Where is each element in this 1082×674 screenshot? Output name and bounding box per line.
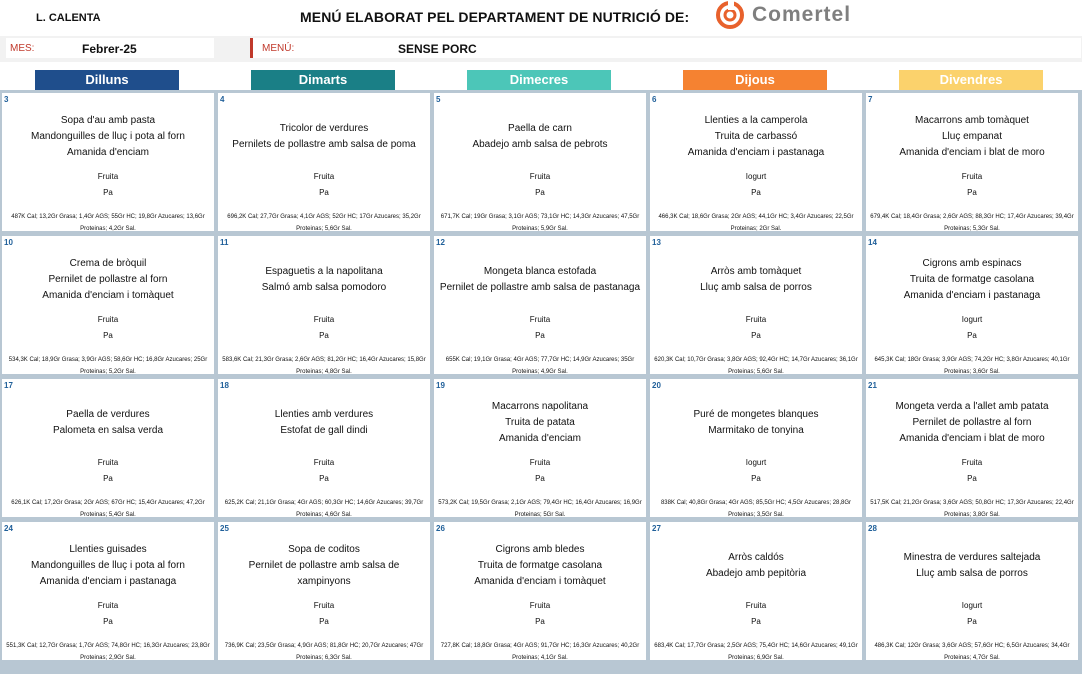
day-number: 7 [868, 95, 873, 104]
dish-item: Amanida d'enciam i tomàquet [474, 576, 606, 587]
dish-item: Amanida d'enciam i blat de moro [899, 147, 1045, 158]
extras-list [4, 169, 212, 201]
menu-value: SENSE PORC [398, 42, 477, 56]
dish-item: Arròs amb tomàquet [710, 266, 802, 277]
extras-list [436, 598, 644, 630]
extra-item: Fruita [97, 458, 119, 467]
day-number: 25 [220, 524, 229, 533]
menu-label: MENÚ: [262, 43, 295, 54]
nutrition-info: 486,3K Cal; 12Gr Grasa; 3,6Gr AGS; 57,6Gr HC; 6,5Gr Azucares; 34,4Gr Proteinas; 4,7Gr Sal. [874, 643, 1070, 661]
dish-item: Paella de carn [508, 123, 572, 134]
day-number: 14 [868, 238, 877, 247]
dish-item: Sopa d'au amb pasta [60, 115, 156, 126]
extras-list [220, 312, 428, 344]
extras-list [436, 169, 644, 201]
extras-list [220, 598, 428, 630]
extra-item: Iogurt [745, 458, 767, 467]
extra-item: Pa [967, 188, 977, 197]
dish-item: Mandonguilles de lluç i pota al forn [31, 131, 185, 142]
dish-item: Minestra de verdures saltejada [903, 552, 1041, 563]
dish-item: Amanida d'enciam i pastanaga [903, 290, 1041, 301]
day-number: 19 [436, 381, 445, 390]
extra-item: Pa [535, 331, 545, 340]
company-logo [716, 0, 851, 30]
extra-item: Pa [103, 188, 113, 197]
extra-item: Pa [319, 617, 329, 626]
day-cell [650, 379, 862, 517]
extra-item: Pa [751, 474, 761, 483]
dish-item: Lluç empanat [941, 131, 1003, 142]
dish-item: Mandonguilles de lluç i pota al forn [31, 560, 185, 571]
dish-item: Mongeta blanca estofada [483, 266, 597, 277]
extra-item: Fruita [529, 458, 551, 467]
extra-item: Pa [535, 474, 545, 483]
extra-item: Fruita [961, 172, 983, 181]
dish-item: Puré de mongetes blanques [693, 409, 819, 420]
month-label: MES: [10, 43, 35, 54]
day-number: 11 [220, 238, 229, 247]
extra-item: Fruita [529, 315, 551, 324]
day-cell [650, 522, 862, 660]
extra-item: Fruita [529, 172, 551, 181]
day-cell [866, 93, 1078, 231]
logo-text: Comertel [752, 3, 852, 26]
extra-item: Fruita [313, 172, 335, 181]
day-number: 6 [652, 95, 657, 104]
day-cell [866, 522, 1078, 660]
dish-item: Mongeta verda a l'allet amb patata [895, 401, 1049, 412]
dish-item: Espaguetis a la napolitana [265, 266, 383, 277]
extra-item: Fruita [313, 601, 335, 610]
day-cell [2, 522, 214, 660]
day-cell [434, 93, 646, 231]
dish-list [4, 113, 212, 161]
dish-list [4, 542, 212, 590]
dish-item: Truita de formatge casolana [909, 274, 1035, 285]
day-header-dimecres: Dimecres [467, 70, 611, 90]
dish-list [436, 121, 644, 153]
nutrition-info: 655K Cal; 19,1Gr Grasa; 4Gr AGS; 77,7Gr HC; 14,9Gr Azucares; 35Gr Proteinas; 4,9Gr Sal. [445, 357, 635, 375]
nutrition-info: 626,1K Cal; 17,2Gr Grasa; 2Gr AGS; 67Gr HC; 15,4Gr Azucares; 47,2Gr Proteinas; 5,4Gr Sal. [11, 500, 205, 518]
extra-item: Pa [751, 617, 761, 626]
location-label: L. CALENTA [36, 12, 101, 24]
dish-item: Amanida d'enciam i pastanaga [687, 147, 825, 158]
nutrition-info: 551,3K Cal; 12,7Gr Grasa; 1,7Gr AGS; 74,8Gr HC; 16,3Gr Azucares; 23,8Gr Proteinas; 2,9Gr Sal. [6, 643, 210, 661]
day-number: 27 [652, 524, 661, 533]
day-number: 24 [4, 524, 13, 533]
extra-item: Iogurt [961, 601, 983, 610]
dish-item: Llenties a la camperola [704, 115, 808, 126]
day-number: 28 [868, 524, 877, 533]
dish-item: Llenties guisades [69, 544, 147, 555]
extras-list [868, 598, 1076, 630]
dish-item: Pernilet de pollastre amb salsa de pastanaga [439, 282, 641, 293]
dish-item: Cigrons amb espinacs [922, 258, 1022, 269]
extra-item: Fruita [745, 601, 767, 610]
day-cell [2, 236, 214, 374]
dish-item: Llenties amb verdures [274, 409, 374, 420]
extra-item: Pa [319, 474, 329, 483]
nutrition-info: 679,4K Cal; 18,4Gr Grasa; 2,6Gr AGS; 88,3Gr HC; 17,4Gr Azucares; 39,4Gr Proteinas; 5,3Gr Sal. [870, 214, 1074, 232]
dish-item: Truita de patata [505, 417, 575, 428]
dish-list [436, 399, 644, 447]
dish-item: Pernilet de pollastre al forn [48, 274, 168, 285]
dish-item: Marmitako de tonyina [708, 425, 804, 436]
day-number: 4 [220, 95, 225, 104]
day-number: 17 [4, 381, 13, 390]
extra-item: Pa [103, 617, 113, 626]
day-header-dijous: Dijous [683, 70, 827, 90]
dish-item: Sopa de coditos [288, 544, 360, 555]
nutrition-info: 534,3K Cal; 18,9Gr Grasa; 3,9Gr AGS; 58,6Gr HC; 16,8Gr Azucares; 25Gr Proteinas; 5,2Gr Sal. [8, 357, 208, 375]
dish-item: Amanida d'enciam i pastanaga [39, 576, 177, 587]
extras-list [868, 455, 1076, 487]
dish-item: xampinyons [297, 576, 351, 587]
dish-item: Amanida d'enciam [499, 433, 581, 444]
extra-item: Fruita [97, 315, 119, 324]
dish-item: Truita de carbassó [714, 131, 798, 142]
extras-list [4, 455, 212, 487]
extras-list [652, 312, 860, 344]
dish-list [220, 542, 428, 590]
dish-item: Macarrons napolitana [491, 401, 589, 412]
extra-item: Fruita [97, 601, 119, 610]
dish-list [652, 407, 860, 439]
dish-list [436, 264, 644, 296]
extra-item: Fruita [961, 458, 983, 467]
extra-item: Pa [751, 331, 761, 340]
extra-item: Pa [967, 474, 977, 483]
dish-list [4, 256, 212, 304]
dish-list [652, 550, 860, 582]
month-value: Febrer-25 [82, 42, 137, 56]
day-number: 3 [4, 95, 9, 104]
dish-item: Arròs caldós [728, 552, 784, 563]
dish-item: Pernilets de pollastre amb salsa de poma [232, 139, 416, 150]
day-number: 12 [436, 238, 445, 247]
dish-list [868, 399, 1076, 447]
extra-item: Pa [103, 331, 113, 340]
dish-list [220, 407, 428, 439]
dish-list [220, 121, 428, 153]
dish-item: Macarrons amb tomàquet [915, 115, 1029, 126]
nutrition-info: 487K Cal; 13,2Gr Grasa; 1,4Gr AGS; 55Gr HC; 19,8Gr Azucares; 13,6Gr Proteinas; 4,2Gr Sal. [11, 214, 205, 232]
nutrition-info: 517,5K Cal; 21,2Gr Grasa; 3,6Gr AGS; 50,8Gr HC; 17,3Gr Azucares; 22,4Gr Proteinas; 3,8Gr Sal. [870, 500, 1074, 518]
dish-item: Estofat de gall dindi [280, 425, 368, 436]
extra-item: Pa [103, 474, 113, 483]
dish-item: Lluç amb salsa de porros [700, 282, 812, 293]
extras-list [220, 169, 428, 201]
day-cell [2, 379, 214, 517]
extra-item: Pa [751, 188, 761, 197]
day-number: 5 [436, 95, 441, 104]
dish-item: Amanida d'enciam i blat de moro [899, 433, 1045, 444]
dish-list [4, 407, 212, 439]
dish-item: Pernilet de pollastre al forn [912, 417, 1032, 428]
day-cell [434, 236, 646, 374]
nutrition-info: 620,3K Cal; 10,7Gr Grasa; 3,8Gr AGS; 92,4Gr HC; 14,7Gr Azucares; 36,1Gr Proteinas; 5,6Gr Sal. [654, 357, 858, 375]
day-cell [218, 379, 430, 517]
dish-list [868, 256, 1076, 304]
day-cell [2, 93, 214, 231]
nutrition-info: 736,9K Cal; 23,5Gr Grasa; 4,9Gr AGS; 81,8Gr HC; 20,7Gr Azucares; 47Gr Proteinas; 6,3Gr Sal. [224, 643, 424, 661]
extra-item: Iogurt [745, 172, 767, 181]
day-cell [866, 236, 1078, 374]
extra-item: Fruita [529, 601, 551, 610]
nutrition-info: 671,7K Cal; 19Gr Grasa; 3,1Gr AGS; 73,1Gr HC; 14,3Gr Azucares; 47,5Gr Proteinas; 5,9Gr Sal. [440, 214, 640, 232]
extra-item: Iogurt [961, 315, 983, 324]
day-cell [218, 522, 430, 660]
extras-list [4, 598, 212, 630]
extras-list [868, 312, 1076, 344]
extra-item: Fruita [313, 315, 335, 324]
day-header-divendres: Divendres [899, 70, 1043, 90]
extra-item: Fruita [97, 172, 119, 181]
dish-list [220, 264, 428, 296]
dish-item: Cigrons amb bledes [495, 544, 585, 555]
day-number: 10 [4, 238, 13, 247]
extras-list [436, 312, 644, 344]
dish-list [652, 264, 860, 296]
day-header-dimarts: Dimarts [251, 70, 395, 90]
dish-item: Crema de bròquil [69, 258, 147, 269]
extras-list [652, 455, 860, 487]
extra-item: Fruita [313, 458, 335, 467]
dish-list [652, 113, 860, 161]
dish-list [868, 113, 1076, 161]
day-cell [866, 379, 1078, 517]
dish-item: Salmó amb salsa pomodoro [261, 282, 387, 293]
nutrition-info: 683,4K Cal; 17,7Gr Grasa; 2,5Gr AGS; 75,4Gr HC; 14,6Gr Azucares; 49,1Gr Proteinas; 6,9Gr Sal. [654, 643, 858, 661]
day-number: 21 [868, 381, 877, 390]
dish-item: Truita de formatge casolana [477, 560, 603, 571]
nutrition-info: 696,2K Cal; 27,7Gr Grasa; 4,1Gr AGS; 52Gr HC; 17Gr Azucares; 35,2Gr Proteinas; 5,6Gr Sal. [227, 214, 421, 232]
dish-item: Amanida d'enciam [67, 147, 149, 158]
day-number: 13 [652, 238, 661, 247]
dish-item: Lluç amb salsa de porros [916, 568, 1028, 579]
day-cell [434, 379, 646, 517]
day-cell [218, 236, 430, 374]
extras-list [220, 455, 428, 487]
extra-item: Pa [535, 617, 545, 626]
comertel-logo-icon [716, 1, 744, 29]
dish-list [868, 550, 1076, 582]
day-header-dilluns: Dilluns [35, 70, 179, 90]
extras-list [868, 169, 1076, 201]
extras-list [652, 598, 860, 630]
day-cell [218, 93, 430, 231]
dish-item: Pernilet de pollastre amb salsa de [248, 560, 400, 571]
nutrition-info: 838K Cal; 40,8Gr Grasa; 4Gr AGS; 85,5Gr HC; 4,5Gr Azucares; 28,8Gr Proteinas; 3,5Gr Sal. [660, 500, 852, 518]
extra-item: Pa [967, 331, 977, 340]
day-number: 18 [220, 381, 229, 390]
extra-item: Pa [535, 188, 545, 197]
nutrition-info: 583,6K Cal; 21,3Gr Grasa; 2,6Gr AGS; 81,2Gr HC; 16,4Gr Azucares; 15,8Gr Proteinas; 4,8Gr Sal. [222, 357, 426, 375]
dish-item: Abadejo amb pepitòria [705, 568, 807, 579]
day-number: 20 [652, 381, 661, 390]
extras-list [436, 455, 644, 487]
dish-list [436, 542, 644, 590]
nutrition-info: 727,8K Cal; 18,8Gr Grasa; 4Gr AGS; 91,7Gr HC; 16,3Gr Azucares; 40,2Gr Proteinas; 4,1Gr Sal. [440, 643, 640, 661]
page-title: MENÚ ELABORAT PEL DEPARTAMENT DE NUTRICIÓ DE: [300, 9, 690, 25]
dish-item: Amanida d'enciam i tomàquet [42, 290, 174, 301]
day-cell [434, 522, 646, 660]
extras-list [652, 169, 860, 201]
menu-field [250, 38, 1081, 58]
dish-item: Paella de verdures [66, 409, 150, 420]
dish-item: Abadejo amb salsa de pebrots [472, 139, 608, 150]
extra-item: Pa [319, 331, 329, 340]
day-cell [650, 93, 862, 231]
dish-item: Palometa en salsa verda [52, 425, 164, 436]
extras-list [4, 312, 212, 344]
nutrition-info: 625,2K Cal; 21,1Gr Grasa; 4Gr AGS; 60,3Gr HC; 14,6Gr Azucares; 39,7Gr Proteinas; 4,6Gr Sal. [224, 500, 424, 518]
dish-item: Tricolor de verdures [279, 123, 369, 134]
extra-item: Pa [967, 617, 977, 626]
day-number: 26 [436, 524, 445, 533]
extra-item: Fruita [745, 315, 767, 324]
menu-grid [0, 90, 1082, 674]
nutrition-info: 573,2K Cal; 19,5Gr Grasa; 2,1Gr AGS; 79,4Gr HC; 16,4Gr Azucares; 16,9Gr Proteinas; 5Gr Sal. [438, 500, 642, 518]
extra-item: Pa [319, 188, 329, 197]
nutrition-info: 466,3K Cal; 18,6Gr Grasa; 2Gr AGS; 44,1Gr HC; 3,4Gr Azucares; 22,5Gr Proteinas; 2Gr Sal. [658, 214, 854, 232]
nutrition-info: 645,3K Cal; 18Gr Grasa; 3,9Gr AGS; 74,2Gr HC; 3,8Gr Azucares; 40,1Gr Proteinas; 3,6Gr Sal. [874, 357, 1070, 375]
day-cell [650, 236, 862, 374]
